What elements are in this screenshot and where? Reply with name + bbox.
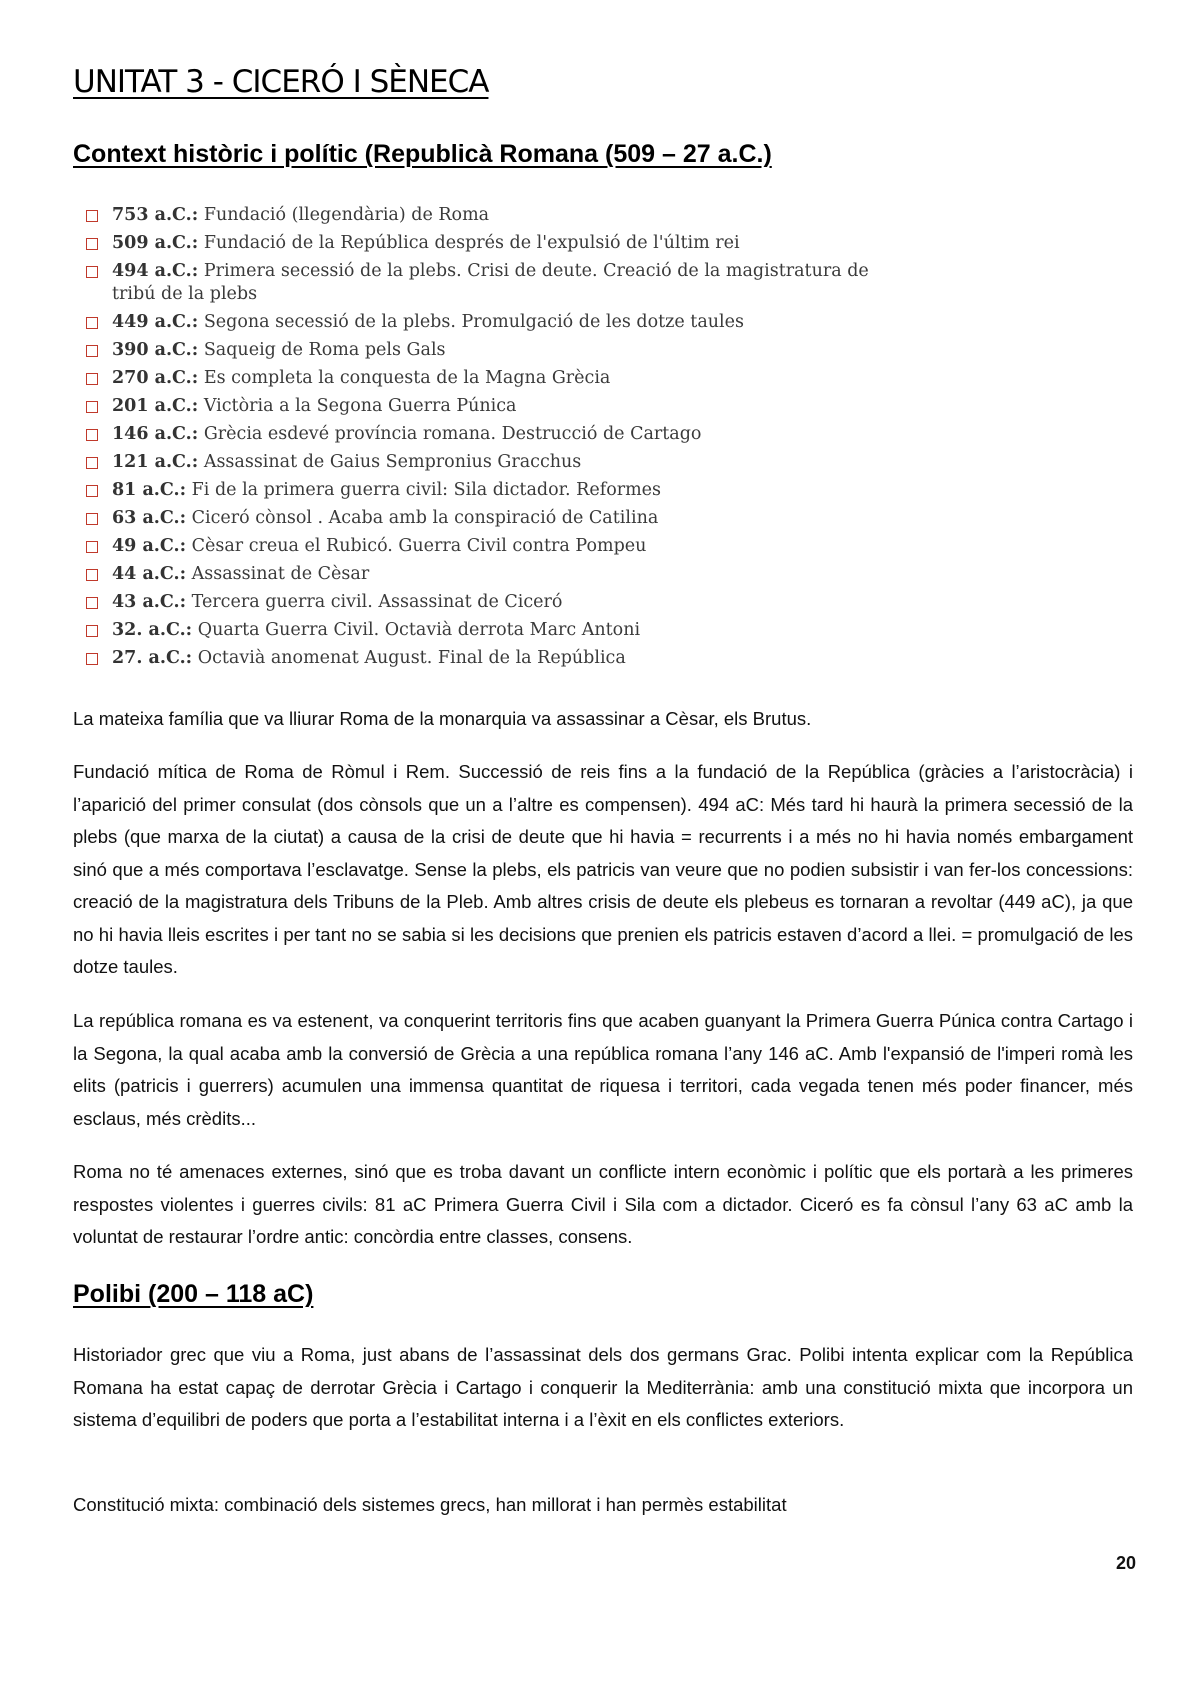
paragraph-polibi: Historiador grec que viu a Roma, just abans de l’assassinat dels dos germans Grac. Polibi intenta explicar com la República Romana ha estat capaç de derrotar Grècia i Cartago i conquerir la Mediterrània: amb una constitució mixta que incorpora un sistema d’equilibri de poders que porta a l’estabilitat interna i a l’èxit en els conflictes exteriors.	[73, 1344, 1133, 1430]
timeline-item	[86, 535, 886, 558]
timeline-entry	[112, 204, 886, 227]
timeline-item	[86, 563, 886, 586]
checkbox-bullet-icon	[86, 345, 98, 357]
paragraph-foundation: Fundació mítica de Roma de Ròmul i Rem. Successió de reis fins a la fundació de la República (gràcies a l’aristocràcia) i l’aparició del primer consulat (dos cònsols que un a l’altre es compensen). 494 aC: Més tard hi haurà la primera secessió de la plebs (que marxa de la ciutat) a causa de la crisi de deute que hi havia = recurrents i a més no hi havia només embargament sinó que a més comportava l’esclavatge. Sense la plebs, els patricis van veure que no podien subsistir i van fer-los concessions: creació de la magistratura dels Tribuns de la Pleb. Amb altres crisis de deute els plebeus es tornaran a revoltar (449 aC), ja que no hi havia lleis escrites i per tant no se sabia si les decisions que prenien els patricis estaven d’acord a llei. = promulgació de les dotze taules.	[73, 761, 1133, 977]
checkbox-bullet-icon	[86, 569, 98, 581]
timeline-year: 32. a.C.:	[112, 620, 193, 640]
timeline-entry	[112, 563, 886, 586]
timeline-year: 44 a.C.:	[112, 564, 187, 584]
timeline-entry	[112, 339, 886, 362]
timeline-event: Es completa la conquesta de la Magna Grècia	[203, 368, 611, 388]
timeline-entry	[112, 507, 886, 530]
timeline-entry	[112, 619, 886, 642]
checkbox-bullet-icon	[86, 485, 98, 497]
paragraph-mixed-constitution: Constitució mixta: combinació dels sistemes grecs, han millorat i han permès estabilitat	[73, 1494, 787, 1515]
timeline-item	[86, 339, 886, 362]
checkbox-bullet-icon	[86, 625, 98, 637]
timeline-entry	[112, 367, 886, 390]
timeline-year: 43 a.C.:	[112, 592, 187, 612]
timeline-year: 753 a.C.:	[112, 205, 199, 225]
timeline-event: Segona secessió de la plebs. Promulgació de les dotze taules	[203, 312, 744, 332]
timeline-event: Quarta Guerra Civil. Octavià derrota Marc Antoni	[197, 620, 641, 640]
timeline-event: Assassinat de Gaius Sempronius Gracchus	[203, 452, 582, 472]
timeline-entry	[112, 260, 886, 306]
timeline-item	[86, 232, 886, 255]
timeline-entry	[112, 232, 886, 255]
timeline-event: Grècia esdevé província romana. Destrucció de Cartago	[203, 424, 702, 444]
unit-title: UNITAT 3 - CICERÓ I SÈNECA	[73, 64, 489, 100]
section-title-context: Context històric i polític (Republicà Romana (509 – 27 a.C.)	[73, 140, 772, 168]
checkbox-bullet-icon	[86, 513, 98, 525]
paragraph-conflict: Roma no té amenaces externes, sinó que es troba davant un conflicte intern econòmic i polític que els portarà a les primeres respostes violentes i guerres civils: 81 aC Primera Guerra Civil i Sila com a dictador. Ciceró es fa cònsul l’any 63 aC amb la voluntat de restaurar l’ordre antic: concòrdia entre classes, consens.	[73, 1161, 1133, 1247]
timeline-item	[86, 260, 886, 306]
checkbox-bullet-icon	[86, 373, 98, 385]
timeline-item	[86, 311, 886, 334]
timeline-year: 63 a.C.:	[112, 508, 187, 528]
page-number: 20	[1115, 1553, 1136, 1573]
checkbox-bullet-icon	[86, 653, 98, 665]
timeline-list	[86, 204, 886, 675]
timeline-entry	[112, 395, 886, 418]
timeline-item	[86, 591, 886, 614]
section-title-polibi: Polibi (200 – 118 aC)	[73, 1280, 314, 1308]
timeline-event: Fundació (llegendària) de Roma	[203, 205, 490, 225]
timeline-entry	[112, 311, 886, 334]
checkbox-bullet-icon	[86, 317, 98, 329]
timeline-year: 270 a.C.:	[112, 368, 199, 388]
paragraph-expansion: La república romana es va estenent, va conquerint territoris fins que acaben guanyant la Primera Guerra Púnica contra Cartago i la Segona, la qual acaba amb la conversió de Grècia a una república romana l’any 146 aC. Amb l'expansió de l'imperi romà les elits (patricis i guerrers) acumulen una immensa quantitat de riquesa i territori, cada vegada tenen més poder financer, més esclaus, més crèdits...	[73, 1010, 1133, 1129]
timeline-event: Assassinat de Cèsar	[191, 564, 370, 584]
timeline-item	[86, 619, 886, 642]
paragraph-brutus: La mateixa família que va lliurar Roma de la monarquia va assassinar a Cèsar, els Brutus.	[73, 708, 812, 729]
timeline-year: 27. a.C.:	[112, 648, 193, 668]
timeline-item	[86, 479, 886, 502]
timeline-event: Primera secessió de la plebs. Crisi de deute. Creació de la magistratura de tribú de la plebs	[112, 261, 869, 304]
timeline-entry	[112, 423, 886, 446]
checkbox-bullet-icon	[86, 210, 98, 222]
timeline-event: Octavià anomenat August. Final de la República	[197, 648, 626, 668]
checkbox-bullet-icon	[86, 238, 98, 250]
checkbox-bullet-icon	[86, 541, 98, 553]
timeline-entry	[112, 479, 886, 502]
timeline-event: Victòria a la Segona Guerra Púnica	[203, 396, 517, 416]
checkbox-bullet-icon	[86, 457, 98, 469]
timeline-item	[86, 395, 886, 418]
timeline-item	[86, 451, 886, 474]
timeline-event: Fundació de la República després de l'expulsió de l'últim rei	[203, 233, 740, 253]
timeline-year: 201 a.C.:	[112, 396, 199, 416]
timeline-item	[86, 647, 886, 670]
timeline-item	[86, 507, 886, 530]
timeline-event: Fi de la primera guerra civil: Sila dictador. Reformes	[191, 480, 662, 500]
timeline-event: Cèsar creua el Rubicó. Guerra Civil contra Pompeu	[191, 536, 647, 556]
timeline-entry	[112, 535, 886, 558]
timeline-event: Saqueig de Roma pels Gals	[203, 340, 446, 360]
timeline-year: 509 a.C.:	[112, 233, 199, 253]
checkbox-bullet-icon	[86, 429, 98, 441]
checkbox-bullet-icon	[86, 266, 98, 278]
timeline-year: 494 a.C.:	[112, 261, 199, 281]
timeline-event: Tercera guerra civil. Assassinat de Ciceró	[191, 592, 563, 612]
timeline-year: 146 a.C.:	[112, 424, 199, 444]
timeline-item	[86, 423, 886, 446]
timeline-year: 121 a.C.:	[112, 452, 199, 472]
checkbox-bullet-icon	[86, 401, 98, 413]
timeline-entry	[112, 591, 886, 614]
timeline-entry	[112, 451, 886, 474]
timeline-entry	[112, 647, 886, 670]
checkbox-bullet-icon	[86, 597, 98, 609]
timeline-item	[86, 204, 886, 227]
timeline-year: 49 a.C.:	[112, 536, 187, 556]
timeline-event: Ciceró cònsol . Acaba amb la conspiració de Catilina	[191, 508, 659, 528]
timeline-year: 390 a.C.:	[112, 340, 199, 360]
timeline-year: 449 a.C.:	[112, 312, 199, 332]
timeline-year: 81 a.C.:	[112, 480, 187, 500]
timeline-item	[86, 367, 886, 390]
